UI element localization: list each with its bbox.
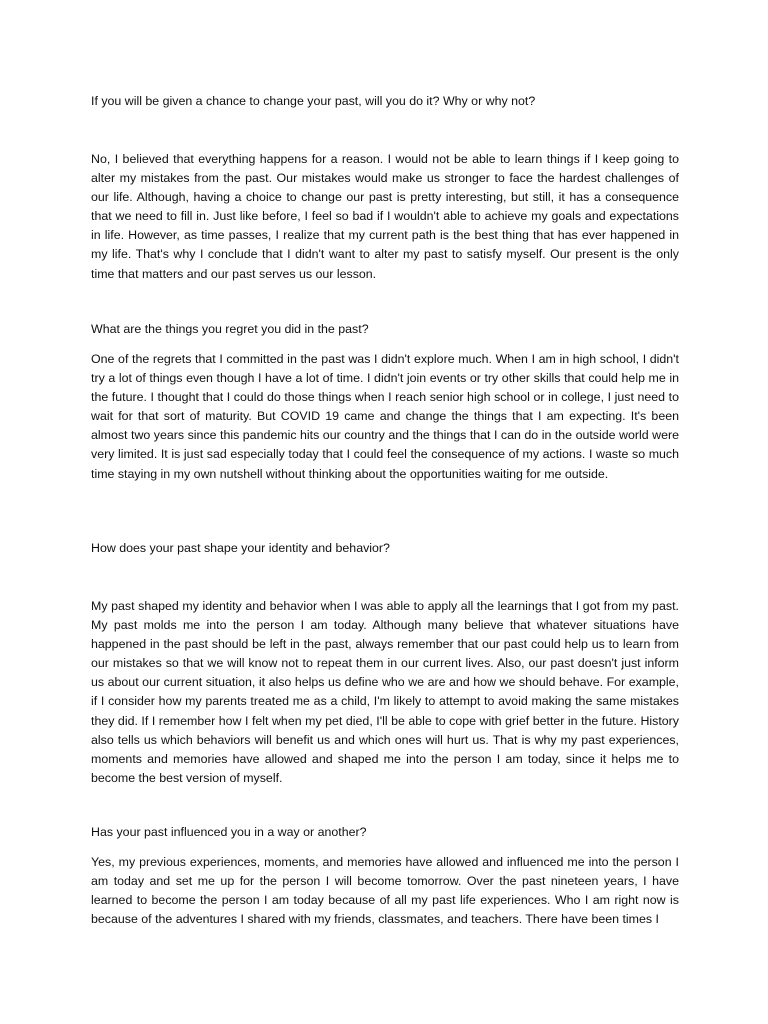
- question-4-heading: Has your past influenced you in a way or another?: [91, 825, 367, 839]
- answer-4-paragraph: Yes, my previous experiences, moments, and memories have allowed and influenced me into the person I am today and set me up for the person I will become tomorrow. Over the past nineteen years, I have learned to become the person I am today because of all my past life experiences. Who I am right now is because of the adventures I shared with my friends, classmates, and teachers. There have been times I: [91, 855, 679, 927]
- question-1-heading: If you will be given a chance to change your past, will you do it? Why or why not?: [91, 94, 536, 108]
- answer-2-paragraph: One of the regrets that I committed in the past was I didn't explore much. When I am in high school, I didn't try a lot of things even though I have a lot of time. I didn't join events or try other skills that could help me in the future. I thought that I could do those things when I reach senior high school or in college, I just need to wait for that sort of maturity. But COVID 19 came and change the things that I am expecting. It's been almost two years since this pandemic hits our country and the things that I can do in the outside world were very limited. It is just sad especially today that I could feel the consequence of my actions. I waste so much time staying in my own nutshell without thinking about the opportunities waiting for me outside.: [91, 352, 679, 481]
- question-3-heading: How does your past shape your identity and behavior?: [91, 541, 390, 555]
- answer-1-paragraph: No, I believed that everything happens for a reason. I would not be able to learn things if I keep going to alter my mistakes from the past. Our mistakes would make us stronger to face the hardest challenges of our life. Although, having a choice to change our past is pretty interesting, but still, it has a consequence that we need to fill in. Just like before, I feel so bad if I wouldn't able to achieve my goals and expectations in life. However, as time passes, I realize that my current path is the best thing that has ever happened in my life. That's why I conclude that I didn't want to alter my past to satisfy myself. Our present is the only time that matters and our past serves us our lesson.: [91, 152, 679, 281]
- question-2-heading: What are the things you regret you did in the past?: [91, 322, 369, 336]
- answer-3-paragraph: My past shaped my identity and behavior when I was able to apply all the learnings that I got from my past. My past molds me into the person I am today. Although many believe that whatever situations have happened in the past should be left in the past, always remember that our past could help us to learn from our mistakes so that we will know not to repeat them in our current lives. Also, our past doesn't just inform us about our current situation, it also helps us define who we are and how we should behave. For example, if I consider how my parents treated me as a child, I'm likely to attempt to avoid making the same mistakes they did. If I remember how I felt when my pet died, I'll be able to cope with grief better in the future. History also tells us which behaviors will benefit us and which ones will hurt us. That is why my past experiences, moments and memories have allowed and shaped me into the person I am today, since it helps me to become the best version of myself.: [91, 599, 679, 785]
